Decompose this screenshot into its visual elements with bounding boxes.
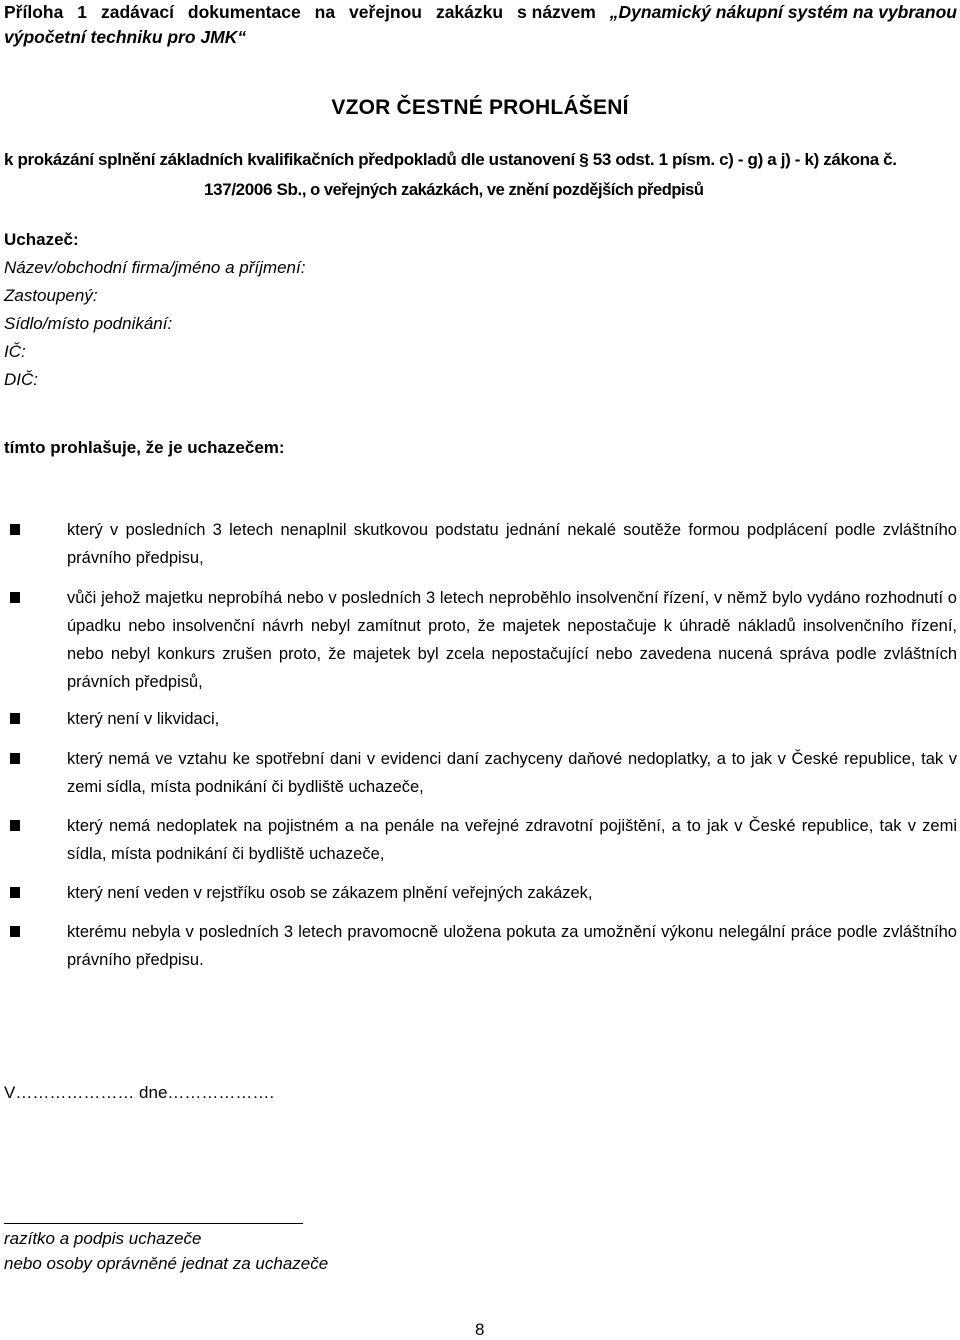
header-word: veřejnou bbox=[349, 2, 422, 22]
document-title: VZOR ČESTNÉ PROHLÁŠENÍ bbox=[331, 96, 629, 119]
field-registered-office: Sídlo/místo podnikání: bbox=[4, 314, 173, 333]
square-bullet-icon bbox=[10, 926, 20, 937]
signature-caption-line-2: nebo osoby oprávněné jednat za uchazeče bbox=[4, 1254, 329, 1273]
square-bullet-icon bbox=[10, 820, 20, 831]
field-dic: DIČ: bbox=[4, 370, 38, 389]
act-description: , o veřejných zakázkách, ve znění pozdějších předpisů bbox=[301, 181, 704, 199]
header-line-1 bbox=[4, 0, 957, 25]
list-item-text: který není veden v rejstříku osob se zákazem plnění veřejných zakázek, bbox=[67, 884, 593, 902]
contract-name: „Dynamický nákupní systém na vybranou bbox=[609, 2, 957, 22]
square-bullet-icon bbox=[10, 753, 20, 764]
act-number: 137/2006 Sb. bbox=[204, 180, 302, 199]
subtitle-line-1: k prokázání splnění základních kvalifikačních předpokladů dle ustanovení § 53 odst. 1 písm. c) - g) a j) - k) zákona č. bbox=[4, 150, 897, 169]
square-bullet-icon bbox=[10, 713, 20, 724]
header-word: Příloha bbox=[4, 2, 64, 22]
field-ico: IČ: bbox=[4, 342, 26, 361]
subtitle-line-2 bbox=[204, 179, 704, 201]
list-item-text: vůči jehož majetku neprobíhá nebo v posledních 3 letech neproběhlo insolvenční řízení, v němž bylo vydáno rozhodnutí o úpadku nebo insolvenční návrh nebyl zamítnut proto, že majetek nepostačuje k úhradě nákladů insolvenčního řízení, nebo nebyl konkurs zrušen proto, že majetek byl zcela nepostačující nebo zavedena nucená správa podle zvláštních právních předpisů, bbox=[67, 589, 957, 691]
header-line-2: výpočetní techniku pro JMK“ bbox=[4, 27, 247, 47]
signature-line bbox=[4, 1223, 303, 1224]
bidder-heading: Uchazeč: bbox=[4, 230, 79, 249]
list-item-text: kterému nebyla v posledních 3 letech pravomocně uložena pokuta za umožnění výkonu nelegální práce podle zvláštního právního předpisu. bbox=[67, 923, 957, 969]
header-word: zakázku bbox=[435, 2, 504, 22]
list-item-text: který v posledních 3 letech nenaplnil skutkovou podstatu jednání nekalé soutěže formou podplácení podle zvláštního právního předpisu, bbox=[67, 521, 957, 567]
declaration-statement: tímto prohlašuje, že je uchazečem: bbox=[4, 438, 285, 457]
document-header bbox=[4, 0, 957, 50]
header-word: na bbox=[314, 2, 336, 22]
square-bullet-icon bbox=[10, 592, 20, 603]
bidder-section bbox=[4, 226, 604, 394]
square-bullet-icon bbox=[10, 887, 20, 898]
header-word: zadávací bbox=[100, 2, 174, 22]
signature-caption bbox=[4, 1226, 328, 1276]
square-bullet-icon bbox=[10, 524, 20, 535]
signature-caption-line-1: razítko a podpis uchazeče bbox=[4, 1229, 202, 1248]
header-word: dokumentace bbox=[187, 2, 301, 22]
list-item-text: který nemá ve vztahu ke spotřební dani v evidenci daní zachyceny daňové nedoplatky, a to jak v České republice, tak v zemi sídla, místa podnikání či bydliště uchazeče, bbox=[67, 750, 957, 796]
field-represented-by: Zastoupený: bbox=[4, 286, 98, 305]
header-word: 1 bbox=[77, 2, 88, 22]
list-item-text: který nemá nedoplatek na pojistném a na penále na veřejné zdravotní pojištění, a to jak v České republice, tak v zemi sídla, místa podnikání či bydliště uchazeče, bbox=[67, 817, 957, 863]
list-item-text: který není v likvidaci, bbox=[67, 710, 220, 728]
header-word: s názvem bbox=[517, 2, 596, 22]
place-and-date: V………………… dne………………. bbox=[4, 1083, 275, 1102]
field-company-name: Název/obchodní firma/jméno a příjmení: bbox=[4, 258, 306, 277]
page-number: 8 bbox=[475, 1320, 485, 1339]
